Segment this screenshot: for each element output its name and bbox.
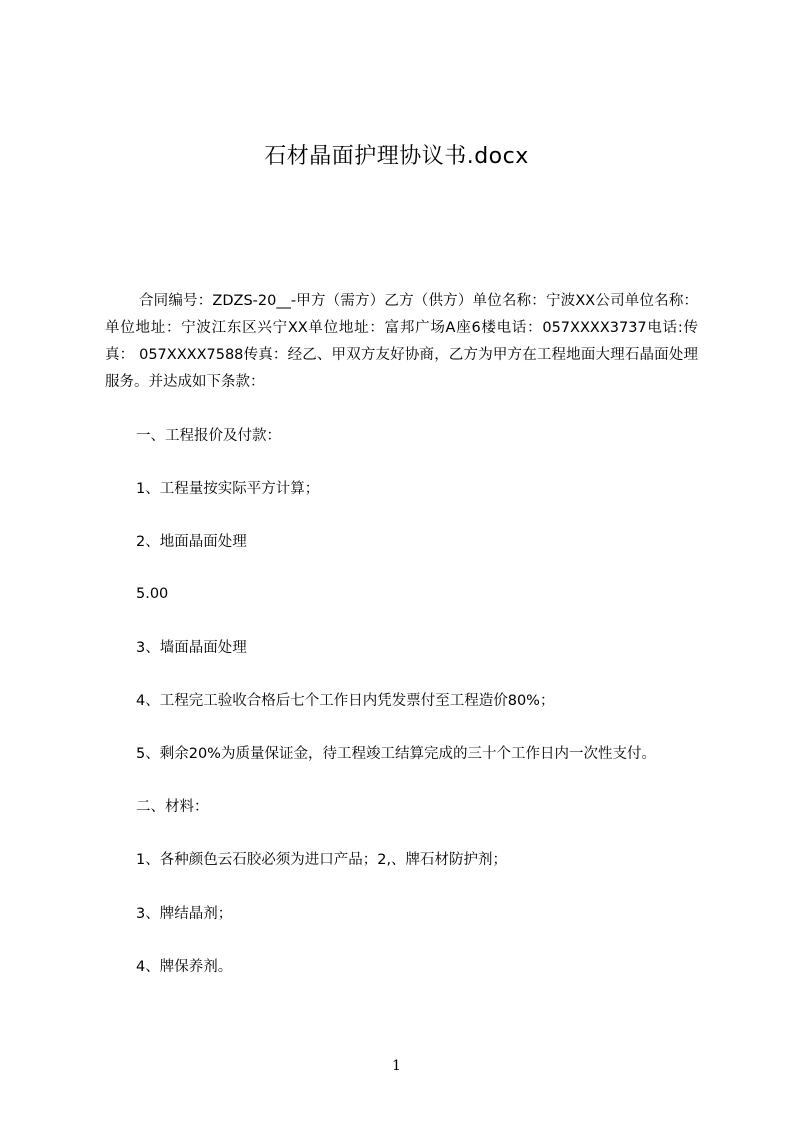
document-title: 石材晶面护理协议书.docx [264, 144, 529, 169]
section-heading-materials: 二、材料： [136, 799, 209, 815]
clause-retention: 5、剩余20%为质量保证金，待工程竣工结算完成的三十个工作日内一次性支付。 [136, 746, 656, 762]
page-number: 1 [392, 1058, 401, 1074]
clause-materials-4: 4、牌保养剂。 [136, 959, 233, 975]
intro-paragraph: 合同编号：ZDZS-20__-甲方（需方）乙方（供方）单位名称：宁波XX公司单位名称：单位地址：宁波江东区兴宁XX单位地址：富邦广场A座6楼电话：057XXXX3737电话:传真： 057XXXX7588传真：经乙、甲双方友好协商，乙方为甲方在工程地面大理石晶面处理服务。并达成如下条款： [105, 293, 698, 390]
clause-quantity: 1、工程量按实际平方计算； [136, 481, 320, 497]
section-heading-pricing: 一、工程报价及付款： [136, 428, 281, 444]
price-value: 5.00 [136, 586, 169, 602]
clause-materials-1: 1、各种颜色云石胶必须为进口产品；2,、牌石材防护剂； [136, 852, 508, 868]
clause-wall-crystal: 3、墙面晶面处理 [136, 640, 247, 656]
clause-floor-crystal: 2、地面晶面处理 [136, 534, 247, 550]
clause-payment: 4、工程完工验收合格后七个工作日内凭发票付至工程造价80%； [136, 693, 555, 709]
clause-materials-3: 3、牌结晶剂； [136, 906, 233, 922]
